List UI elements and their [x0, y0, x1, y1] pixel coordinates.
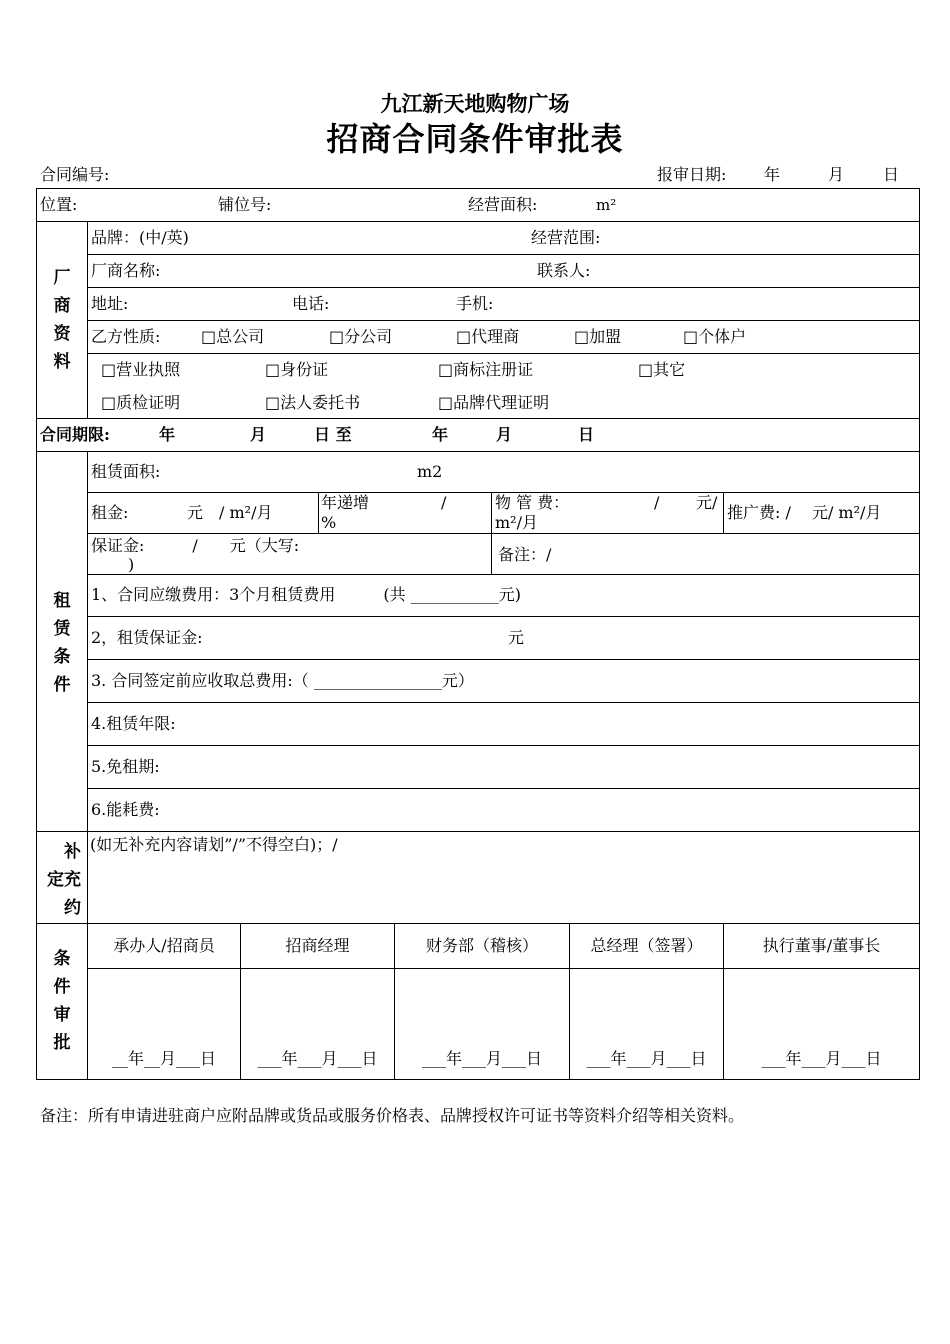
review-date-label: 报审日期: — [657, 165, 727, 184]
option-branch[interactable]: □分公司 — [329, 327, 393, 346]
deposit-close: ) — [128, 555, 135, 574]
lease-item-5: 5.免租期: — [91, 757, 160, 776]
footnote: 备注：所有申请进驻商户应附品牌或货品或服务价格表、品牌授权许可证书等资料介绍等相关资料。 — [40, 1106, 745, 1125]
term-day2: 日 — [578, 425, 595, 444]
lease-section-text: 租 赁 条 件 — [53, 591, 71, 695]
lease-item-3: 3. 合同签定前应收取总费用:（ ________________元） — [91, 671, 474, 690]
review-year: 年 — [764, 165, 781, 184]
term-day-to: 日 至 — [314, 425, 352, 444]
lease-item-2-unit: 元 — [508, 628, 525, 647]
doc-quality-cert[interactable]: □质检证明 — [101, 393, 181, 412]
remark-label: 备注：/ — [498, 545, 552, 564]
doc-legal-auth[interactable]: □法人委托书 — [265, 393, 361, 412]
contract-no-label: 合同编号: — [40, 165, 110, 184]
increase-unit: % — [321, 513, 337, 532]
deposit-label: 保证金: / 元（大写: — [91, 536, 300, 555]
term-label: 合同期限: — [40, 425, 110, 444]
vendor-section-label — [37, 264, 87, 376]
approval-col-gm: 总经理（签署） — [590, 936, 703, 955]
scope-label: 经营范围: — [531, 228, 601, 247]
review-month: 月 — [828, 165, 845, 184]
rent-unit: 元 / m²/月 — [187, 503, 273, 522]
vendor-name-label: 厂商名称: — [91, 261, 161, 280]
mgmt-fee-unit1: 元/ — [696, 493, 718, 512]
approval-col-handler: 承办人/招商员 — [113, 936, 215, 955]
doc-id-card[interactable]: □身份证 — [265, 360, 329, 379]
review-day: 日 — [883, 165, 900, 184]
approval-col-finance: 财务部（稽核） — [425, 936, 538, 955]
term-year2: 年 — [432, 425, 449, 444]
approval-date-handler[interactable]: __年__月___日 — [111, 1049, 216, 1068]
option-franchise[interactable]: □加盟 — [574, 327, 622, 346]
phone-label: 电话: — [292, 294, 330, 313]
lease-area-label: 租赁面积: — [91, 462, 161, 481]
approval-date-chairman[interactable]: ___年___月___日 — [761, 1049, 882, 1068]
option-agent[interactable]: □代理商 — [456, 327, 520, 346]
mgmt-fee-slash: / — [654, 493, 660, 512]
shop-no-label: 铺位号: — [218, 195, 272, 214]
doc-trademark[interactable]: □商标注册证 — [438, 360, 534, 379]
nature-label: 乙方性质: — [91, 327, 161, 346]
mall-name: 九江新天地购物广场 — [380, 91, 570, 116]
supplement-section-text: 补 定充 约 — [47, 842, 81, 918]
contact-label: 联系人: — [537, 261, 591, 280]
approval-date-gm[interactable]: ___年___月___日 — [586, 1049, 707, 1068]
approval-date-finance[interactable]: ___年___月___日 — [421, 1049, 542, 1068]
supplement-section-label — [37, 838, 81, 922]
mgmt-fee-label: 物 管 费： — [495, 493, 570, 512]
area-unit: m² — [596, 196, 617, 214]
supplement-text: (如无补充内容请划”/”不得空白)；/ — [90, 835, 338, 854]
vendor-section-text: 厂 商 资 料 — [53, 268, 71, 372]
doc-business-license[interactable]: □营业执照 — [101, 360, 181, 379]
doc-brand-agency[interactable]: □品牌代理证明 — [438, 393, 550, 412]
lease-item-6: 6.能耗费: — [91, 800, 160, 819]
term-year: 年 — [159, 425, 176, 444]
lease-item-2: 2，租赁保证金: — [91, 628, 203, 647]
lease-area-unit: m2 — [417, 462, 443, 481]
address-label: 地址: — [91, 294, 129, 313]
mgmt-fee-unit2: m²/月 — [495, 513, 538, 532]
brand-label: 品牌：(中/英) — [91, 228, 189, 247]
promo-fee: 推广费: / 元/ m²/月 — [727, 503, 882, 522]
doc-other[interactable]: □其它 — [638, 360, 686, 379]
mobile-label: 手机: — [456, 294, 494, 313]
increase-slash: / — [441, 493, 447, 512]
lease-item-1: 1、合同应缴费用：3个月租赁费用 (共 ___________元) — [91, 585, 521, 604]
rent-label: 租金: — [91, 503, 129, 522]
approval-section-label — [37, 945, 87, 1057]
option-head-office[interactable]: □总公司 — [201, 327, 265, 346]
position-label: 位置: — [40, 195, 78, 214]
approval-col-leasing-manager: 招商经理 — [285, 936, 350, 955]
option-individual[interactable]: □个体户 — [683, 327, 747, 346]
form-title: 招商合同条件审批表 — [326, 120, 624, 158]
approval-col-chairman: 执行董事/董事长 — [762, 936, 881, 955]
area-label: 经营面积: — [468, 195, 538, 214]
approval-section-text: 条 件 审 批 — [53, 949, 71, 1053]
lease-section-label — [37, 587, 87, 699]
increase-label: 年递增 — [321, 493, 370, 512]
approval-date-leasing-manager[interactable]: ___年___月___日 — [257, 1049, 378, 1068]
lease-item-4: 4.租赁年限: — [91, 714, 176, 733]
term-month: 月 — [250, 425, 267, 444]
term-month2: 月 — [496, 425, 513, 444]
